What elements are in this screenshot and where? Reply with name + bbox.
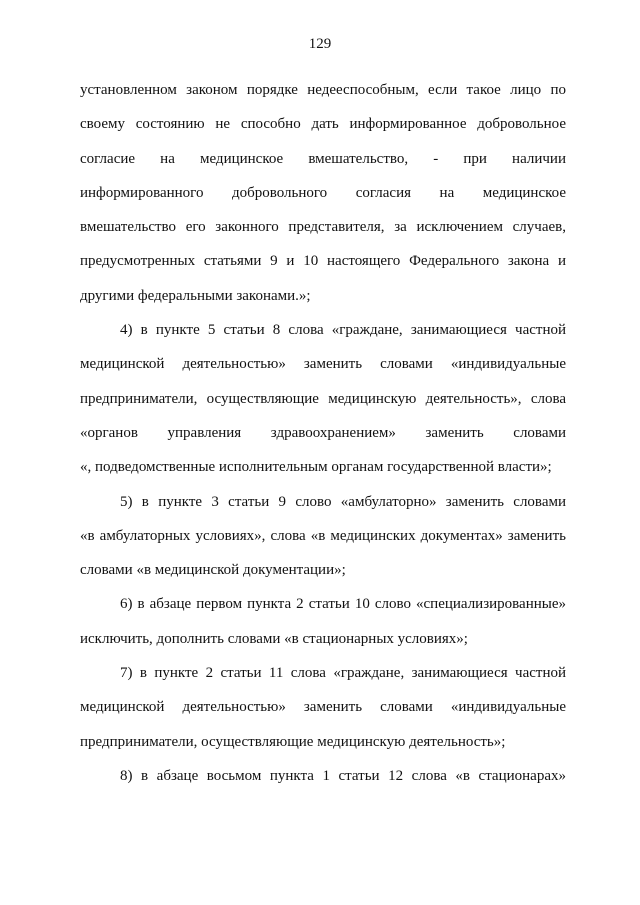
paragraph-item-4	[80, 313, 566, 484]
text-line: предусмотренных статьями 9 и 10 настоящего Федерального закона и	[80, 253, 566, 270]
text-line: «органов управления здравоохранением» заменить словами	[80, 424, 566, 441]
text-line: «в амбулаторных условиях», слова «в медицинских документах» заменить	[80, 527, 566, 544]
page-number: 129	[308, 36, 332, 52]
text-line: исключить, дополнить словами «в стационарных условиях»;	[80, 630, 468, 647]
text-line: согласие на медицинское вмешательство, - при наличии	[80, 150, 566, 167]
text-line: 7) в пункте 2 статьи 11 слова «граждане, занимающиеся частной	[120, 665, 566, 682]
text-line: установленном законом порядке недееспособным, если такое лицо по	[80, 82, 566, 98]
text-line: предприниматели, осуществляющие медицинскую деятельность»;	[80, 733, 506, 750]
text-line: 8) в абзаце восьмом пункта 1 статьи 12 слова «в стационарах»	[120, 767, 566, 784]
paragraph-item-5	[80, 485, 566, 588]
paragraph-item-7	[80, 656, 566, 759]
paragraph-item-6	[80, 587, 566, 656]
text-line: 4) в пункте 5 статьи 8 слова «граждане, занимающиеся частной	[120, 322, 566, 339]
text-line: вмешательство его законного представителя, за исключением случаев,	[80, 219, 566, 236]
text-line: 5) в пункте 3 статьи 9 слово «амбулаторно» заменить словами	[120, 493, 566, 510]
text-line: своему состоянию не способно дать информированное добровольное	[80, 116, 566, 133]
text-line: информированного добровольного согласия на медицинское	[80, 184, 566, 201]
text-line: предприниматели, осуществляющие медицинскую деятельность», слова	[80, 390, 566, 407]
text-line: медицинской деятельностью» заменить словами «индивидуальные	[80, 699, 566, 716]
text-line: словами «в медицинской документации»;	[80, 562, 346, 579]
text-line: «, подведомственные исполнительным органам государственной власти»;	[80, 459, 552, 476]
document-body	[80, 73, 566, 793]
text-line: медицинской деятельностью» заменить словами «индивидуальные	[80, 356, 566, 373]
text-line: другими федеральными законами.»;	[80, 287, 311, 304]
paragraph-continuation	[80, 73, 566, 313]
text-line: 6) в абзаце первом пункта 2 статьи 10 слово «специализированные»	[120, 596, 566, 613]
paragraph-item-8	[80, 759, 566, 793]
